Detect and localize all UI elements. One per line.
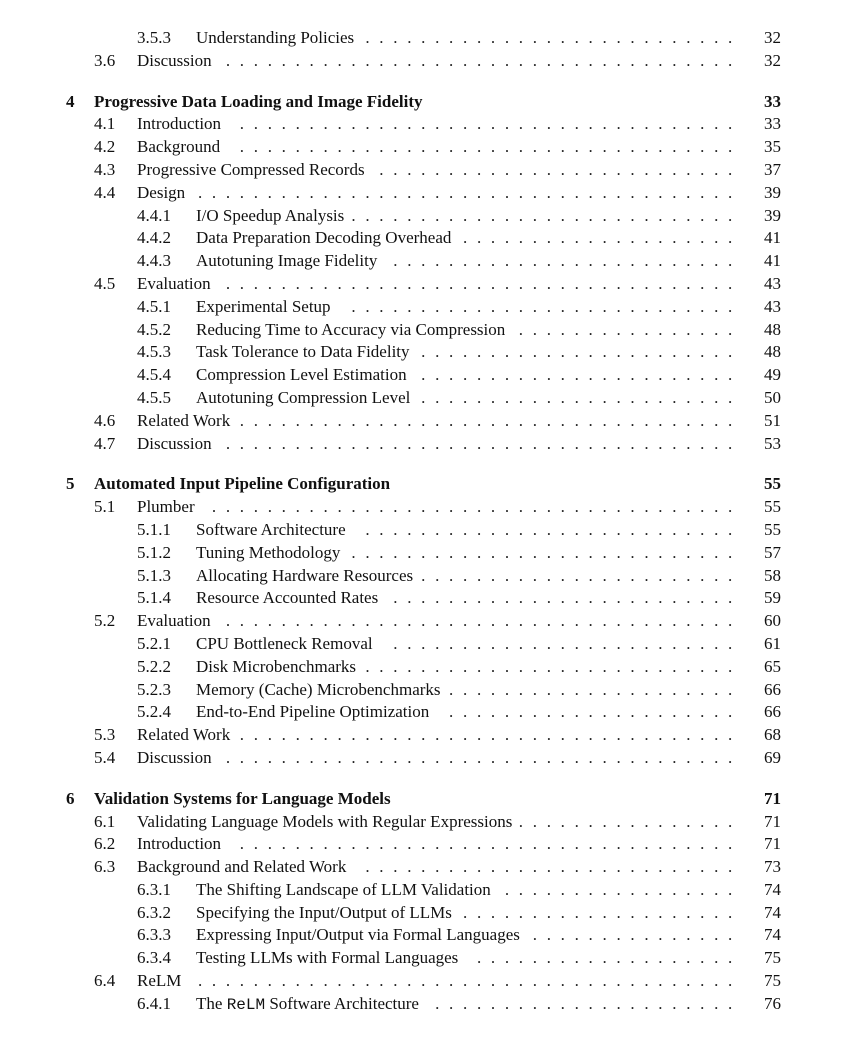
toc-entry-title: The Shifting Landscape of LLM Validation [196,879,491,899]
toc-section-entry[interactable] [0,113,855,136]
toc-leader-dots: ........................... [365,857,742,877]
toc-subsection-entry[interactable] [0,341,855,364]
toc-entry-number: 6 [66,788,75,808]
toc-subsection-entry[interactable] [0,879,855,902]
toc-chapter-entry[interactable] [0,788,855,811]
toc-leader-dots: ...................... [435,993,742,1013]
toc-entry-number: 6.2 [94,834,116,854]
toc-entry-page-number: 75 [764,971,781,991]
toc-leader-dots: ................... [476,948,742,968]
toc-subsection-entry[interactable] [0,633,855,656]
toc-leader-dots: ..................................... [225,747,742,767]
toc-leader-dots: .................................... [239,725,742,745]
toc-entry-title: Related Work [137,725,231,745]
toc-entry-number: 4.1 [94,114,116,134]
toc-entry-title: Expressing Input/Output via Formal Languages [196,925,520,945]
toc-entry-title: Introduction [137,834,222,854]
toc-entry-number: 3.6 [94,50,116,70]
toc-entry-page-number: 58 [764,565,781,585]
toc-leader-dots: ........................... [365,519,742,539]
toc-entry-title: Discussion [137,747,212,767]
toc-entry-page-number: 43 [764,273,781,293]
toc-leader-dots: ......................... [393,251,742,271]
toc-leader-dots: ....................................... [197,971,742,991]
toc-entry-page-number: 55 [764,497,781,517]
toc-entry-page-number: 74 [764,925,781,945]
toc-subsection-entry[interactable] [0,205,855,228]
toc-leader-dots: ............................ [351,205,742,225]
toc-entry-title: Progressive Compressed Records [137,159,365,179]
toc-entry-page-number: 41 [764,228,781,248]
toc-entry-number: 6.4 [94,971,116,991]
toc-entry-number: 6.3.2 [137,902,171,922]
toc-leader-dots: .................................... [239,137,742,157]
toc-chapter-entry[interactable] [0,473,855,496]
toc-entry-number: 5.2 [94,611,116,631]
toc-entry-title: Plumber [137,497,195,517]
toc-leader-dots: ...................................... [211,497,742,517]
toc-entry-title: Resource Accounted Rates [196,588,379,608]
toc-entry-page-number: 39 [764,182,781,202]
toc-leader-dots: .................... [463,902,742,922]
toc-leader-dots: .......................... [379,159,742,179]
toc-leader-dots: ..................... [449,679,742,699]
toc-leader-dots: ................ [518,811,742,831]
toc-leader-dots: ....................... [421,565,742,585]
toc-leader-dots: .................................... [239,410,742,430]
toc-entry-page-number: 41 [764,251,781,271]
toc-entry-page-number: 76 [764,993,781,1013]
toc-entry-page-number: 33 [764,91,781,111]
toc-leader-dots: ........................... [365,656,742,676]
toc-entry-number: 5.4 [94,747,116,767]
toc-entry-title: Autotuning Image Fidelity [196,251,378,271]
toc-entry-title: Understanding Policies [196,28,355,47]
toc-entry-title: Allocating Hardware Resources [196,565,414,585]
toc-leader-dots: ..................................... [225,273,742,293]
toc-entry-page-number: 53 [764,433,781,453]
toc-entry-page-number: 74 [764,902,781,922]
toc-entry-page-number: 57 [764,542,781,562]
toc-entry-page-number: 37 [764,159,781,179]
toc-entry-page-number: 55 [764,474,781,494]
toc-entry-title: Software Architecture [196,519,346,539]
toc-section-entry[interactable] [0,159,855,182]
toc-entry-number: 6.3.1 [137,879,171,899]
toc-subsection-entry[interactable] [0,947,855,970]
toc-entry-title: Tuning Methodology [196,542,341,562]
toc-entry-title: Introduction [137,114,222,134]
toc-entry-title: Evaluation [137,273,211,293]
toc-leader-dots: ....................... [421,387,742,407]
toc-entry-number: 4.5.1 [137,296,171,316]
toc-section-entry[interactable] [0,811,855,834]
toc-entry-number: 4.4 [94,182,116,202]
toc-entry-page-number: 33 [764,114,781,134]
toc-entry-number: 4.4.1 [137,205,171,225]
toc-leader-dots: ........................... [365,28,742,47]
toc-subsection-entry[interactable] [0,296,855,319]
toc-subsection-entry[interactable] [0,27,855,50]
toc-entry-number: 4.2 [94,137,116,157]
toc-entry-number: 4.5.2 [137,319,171,339]
toc-entry-number: 4 [66,91,75,111]
toc-subsection-entry[interactable] [0,319,855,342]
toc-subsection-entry[interactable] [0,542,855,565]
toc-leader-dots: ....................................... [197,182,742,202]
toc-entry-page-number: 59 [764,588,781,608]
toc-leader-dots: .................................... [239,834,742,854]
toc-entry-page-number: 48 [764,342,781,362]
toc-entry-title-code: ReLM [226,995,266,1014]
toc-subsection-entry[interactable] [0,993,855,1016]
toc-entry-number: 4.7 [94,433,116,453]
toc-entry-title: Data Preparation Decoding Overhead [196,228,452,248]
toc-subsection-entry[interactable] [0,519,855,542]
toc-entry-page-number: 49 [764,365,781,385]
toc-entry-title: Disk Microbenchmarks [196,656,357,676]
toc-section-entry[interactable] [0,747,855,770]
toc-entry-title: Automated Input Pipeline Configuration [94,474,391,494]
toc-leader-dots: ............................ [351,296,742,316]
toc-leader-dots: ..................................... [225,50,742,70]
toc-entry-title: Background and Related Work [137,857,347,877]
toc-leader-dots: ......................... [393,588,742,608]
toc-entry-title: Related Work [137,410,231,430]
toc-subsection-entry[interactable] [0,250,855,273]
toc-subsection-entry[interactable] [0,902,855,925]
toc-entry-page-number: 68 [764,725,781,745]
toc-leader-dots: ....................... [421,342,742,362]
toc-entry-number: 4.5 [94,273,116,293]
toc-section-entry[interactable] [0,496,855,519]
toc-entry-number: 5.2.1 [137,633,171,653]
toc-entry-page-number: 71 [764,834,781,854]
toc-entry-title: Discussion [137,433,212,453]
toc-entry-page-number: 71 [764,788,781,808]
toc-entry-number: 5.2.2 [137,656,171,676]
toc-entry-number: 5.2.3 [137,679,171,699]
toc-entry-page-number: 60 [764,611,781,631]
toc-leader-dots: ......................... [393,633,742,653]
toc-entry-title: Compression Level Estimation [196,365,407,385]
toc-entry-page-number: 50 [764,387,781,407]
toc-entry-number: 5.1.1 [137,519,171,539]
toc-entry-title [196,993,419,1017]
toc-leader-dots: .................... [463,228,742,248]
toc-leader-dots: ............... [532,925,742,945]
toc-entry-number: 6.3 [94,857,116,877]
toc-entry-title: Discussion [137,50,212,70]
toc-section-entry[interactable] [0,970,855,993]
toc-entry-number: 5.1.4 [137,588,171,608]
toc-entry-number: 3.5.3 [137,28,171,47]
toc-entry-page-number: 75 [764,948,781,968]
toc-entry-number: 4.4.3 [137,251,171,271]
toc-entry-page-number: 74 [764,879,781,899]
toc-entry-number: 5.2.4 [137,702,171,722]
toc-entry-title: Memory (Cache) Microbenchmarks [196,679,441,699]
toc-entry-number: 4.4.2 [137,228,171,248]
toc-entry-number: 5 [66,474,75,494]
toc-entry-page-number: 71 [764,811,781,831]
toc-leader-dots: ..................... [449,702,742,722]
toc-entry-page-number: 69 [764,747,781,767]
toc-entry-page-number: 39 [764,205,781,225]
toc-entry-number: 5.1.3 [137,565,171,585]
toc-subsection-entry[interactable] [0,587,855,610]
toc-entry-title: CPU Bottleneck Removal [196,633,373,653]
toc-entry-page-number: 65 [764,656,781,676]
toc-entry-number: 4.6 [94,410,116,430]
toc-entry-number: 5.1 [94,497,116,517]
toc-chapter-entry[interactable] [0,91,855,114]
toc-entry-title: Testing LLMs with Formal Languages [196,948,459,968]
toc-section-entry[interactable] [0,410,855,433]
toc-leader-dots: ....................... [421,365,742,385]
toc-entry-title: Experimental Setup [196,296,331,316]
toc-entry-title: Evaluation [137,611,211,631]
toc-entry-page-number: 35 [764,137,781,157]
toc-leader-dots: .................................... [239,114,742,134]
toc-entry-title: End-to-End Pipeline Optimization [196,702,430,722]
toc-entry-title: Design [137,182,186,202]
toc-entry-title: Progressive Data Loading and Image Fidelity [94,91,423,111]
toc-leader-dots: ................. [504,879,742,899]
toc-leader-dots: ............................ [351,542,742,562]
toc-section-entry[interactable] [0,724,855,747]
toc-entry-page-number: 55 [764,519,781,539]
toc-entry-number: 6.4.1 [137,993,171,1013]
toc-entry-page-number: 48 [764,319,781,339]
toc-section-entry[interactable] [0,856,855,879]
toc-leader-dots: ..................................... [225,611,742,631]
toc-subsection-entry[interactable] [0,679,855,702]
toc-entry-page-number: 51 [764,410,781,430]
toc-entry-title: Specifying the Input/Output of LLMs [196,902,452,922]
toc-entry-title-prefix: The [196,993,227,1013]
toc-entry-number: 6.3.4 [137,948,171,968]
toc-entry-number: 5.1.2 [137,542,171,562]
toc-subsection-entry[interactable] [0,364,855,387]
toc-subsection-entry[interactable] [0,656,855,679]
toc-entry-number: 4.3 [94,159,116,179]
toc-subsection-entry[interactable] [0,565,855,588]
toc-section-entry[interactable] [0,50,855,73]
toc-entry-title: I/O Speedup Analysis [196,205,345,225]
toc-section-entry[interactable] [0,136,855,159]
toc-section-entry[interactable] [0,273,855,296]
toc-leader-dots: ..................................... [225,433,742,453]
toc-entry-title: Validating Language Models with Regular Expressions [137,811,513,831]
toc-entry-number: 5.3 [94,725,116,745]
toc-entry-title: ReLM [137,971,182,991]
toc-entry-number: 4.5.4 [137,365,171,385]
toc-subsection-entry[interactable] [0,227,855,250]
toc-entry-title: Task Tolerance to Data Fidelity [196,342,410,362]
toc-section-entry[interactable] [0,610,855,633]
toc-entry-title-suffix: Software Architecture [265,993,419,1013]
toc-entry-page-number: 43 [764,296,781,316]
toc-entry-page-number: 66 [764,679,781,699]
toc-subsection-entry[interactable] [0,924,855,947]
toc-entry-page-number: 66 [764,702,781,722]
toc-entry-page-number: 73 [764,857,781,877]
table-of-contents [0,27,855,1016]
toc-section-entry[interactable] [0,833,855,856]
toc-subsection-entry[interactable] [0,701,855,724]
toc-section-entry[interactable] [0,182,855,205]
toc-entry-page-number: 32 [764,50,781,70]
toc-entry-title: Autotuning Compression Level [196,387,411,407]
toc-entry-number: 6.1 [94,811,116,831]
toc-entry-number: 4.5.3 [137,342,171,362]
toc-entry-number: 4.5.5 [137,387,171,407]
toc-entry-title: Validation Systems for Language Models [94,788,391,808]
toc-entry-title: Reducing Time to Accuracy via Compression [196,319,506,339]
toc-entry-number: 6.3.3 [137,925,171,945]
toc-entry-page-number: 32 [764,28,781,47]
toc-section-entry[interactable] [0,433,855,456]
toc-entry-title: Background [137,137,221,157]
toc-subsection-entry[interactable] [0,387,855,410]
toc-entry-page-number: 61 [764,633,781,653]
toc-leader-dots: ................ [518,319,742,339]
